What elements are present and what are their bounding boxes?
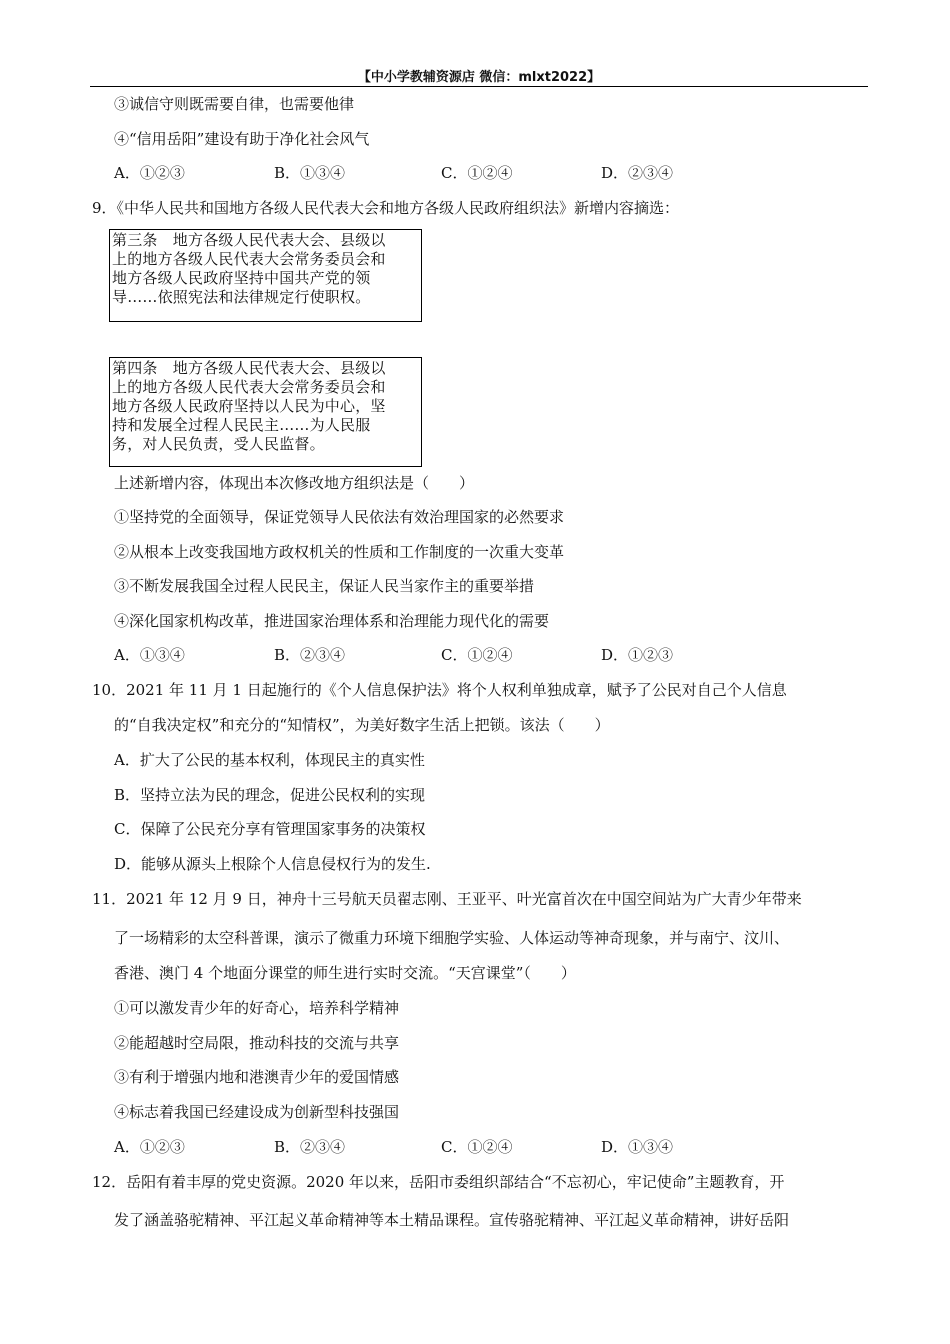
q9-article-3-line: 导……依照宪法和法律规定行使职权。	[112, 288, 371, 306]
q11-statement-3: ③有利于增强内地和港澳青少年的爱国情感	[114, 1068, 400, 1086]
q11-stem-line: 了一场精彩的太空科普课，演示了微重力环境下细胞学实验、人体运动等神奇现象，并与南宁、汶川、	[114, 929, 790, 947]
q9-question: 上述新增内容，体现出本次修改地方组织法是（ ）	[114, 474, 475, 492]
q8-option-a: A．①②③	[114, 164, 185, 182]
q9-article-3-line: 第三条 地方各级人民代表大会、县级以	[112, 231, 386, 249]
page-header: 【中小学教辅资源店 微信：mlxt2022】	[357, 70, 601, 85]
q9-article-4-line: 务，对人民负责，受人民监督。	[112, 435, 325, 453]
q9-statement-3: ③不断发展我国全过程人民民主，保证人民当家作主的重要举措	[114, 577, 535, 595]
q11-option-d: D．①③④	[601, 1138, 674, 1156]
q9-article-4-box	[109, 357, 422, 467]
q10-option-c: C．保障了公民充分享有管理国家事务的决策权	[114, 820, 426, 838]
q9-article-3-line: 地方各级人民政府坚持中国共产党的领	[112, 269, 371, 287]
q9-article-3-line: 上的地方各级人民代表大会常务委员会和	[112, 250, 386, 268]
q9-statement-4: ④深化国家机构改革，推进国家治理体系和治理能力现代化的需要	[114, 612, 550, 630]
q11-statement-1: ①可以激发青少年的好奇心，培养科学精神	[114, 999, 400, 1017]
q11-stem-line: 香港、澳门 4 个地面分课堂的师生进行实时交流。“天宫课堂”（ ）	[114, 964, 576, 982]
q10-option-d: D．能够从源头上根除个人信息侵权行为的发生.	[114, 855, 431, 873]
q9-article-4-line: 上的地方各级人民代表大会常务委员会和	[112, 378, 386, 396]
q11-statement-4: ④标志着我国已经建设成为创新型科技强国	[114, 1103, 400, 1121]
q8-statement-4: ④“信用岳阳”建设有助于净化社会风气	[114, 130, 370, 148]
q8-statement-3: ③诚信守则既需要自律，也需要他律	[114, 95, 355, 113]
header-divider	[90, 86, 868, 87]
q9-option-d: D．①②③	[601, 646, 674, 664]
q8-option-b: B．①③④	[274, 164, 346, 182]
q11-option-b: B．②③④	[274, 1138, 346, 1156]
q9-option-c: C．①②④	[441, 646, 513, 664]
q9-article-4-line: 持和发展全过程人民民主……为人民服	[112, 416, 371, 434]
q8-option-d: D．②③④	[601, 164, 674, 182]
q9-article-4-line: 第四条 地方各级人民代表大会、县级以	[112, 359, 386, 377]
q10-option-a: A．扩大了公民的基本权利，体现民主的真实性	[114, 751, 425, 769]
q10-stem-line: 的“自我决定权”和充分的“知情权”，为美好数字生活上把锁。该法（ ）	[114, 716, 610, 734]
q9-option-b: B．②③④	[274, 646, 346, 664]
q11-stem-line: 11．2021 年 12 月 9 日，神舟十三号航天员翟志刚、王亚平、叶光富首次在中国空间站为广大青少年带来	[92, 890, 802, 908]
q9-statement-2: ②从根本上改变我国地方政权机关的性质和工作制度的一次重大变革	[114, 543, 565, 561]
q9-stem: 9．《中华人民共和国地方各级人民代表大会和地方各级人民政府组织法》新增内容摘选：	[92, 199, 680, 217]
q12-stem-line: 发了涵盖骆驼精神、平江起义革命精神等本土精品课程。宣传骆驼精神、平江起义革命精神，讲好岳阳	[114, 1211, 790, 1229]
q9-article-3-box	[109, 229, 422, 322]
q9-statement-1: ①坚持党的全面领导，保证党领导人民依法有效治理国家的必然要求	[114, 508, 565, 526]
q12-stem-line: 12．岳阳有着丰厚的党史资源。2020 年以来，岳阳市委组织部结合“不忘初心，牢记使命”主题教育，开	[92, 1173, 785, 1191]
q11-option-c: C．①②④	[441, 1138, 513, 1156]
q9-article-4-line: 地方各级人民政府坚持以人民为中心，坚	[112, 397, 386, 415]
q10-stem-line: 10．2021 年 11 月 1 日起施行的《个人信息保护法》将个人权利单独成章，赋予了公民对自己个人信息	[92, 681, 787, 699]
q10-option-b: B．坚持立法为民的理念，促进公民权利的实现	[114, 786, 426, 804]
q11-option-a: A．①②③	[114, 1138, 185, 1156]
q11-statement-2: ②能超越时空局限，推动科技的交流与共享	[114, 1034, 400, 1052]
q8-option-c: C．①②④	[441, 164, 513, 182]
q9-option-a: A．①③④	[114, 646, 185, 664]
